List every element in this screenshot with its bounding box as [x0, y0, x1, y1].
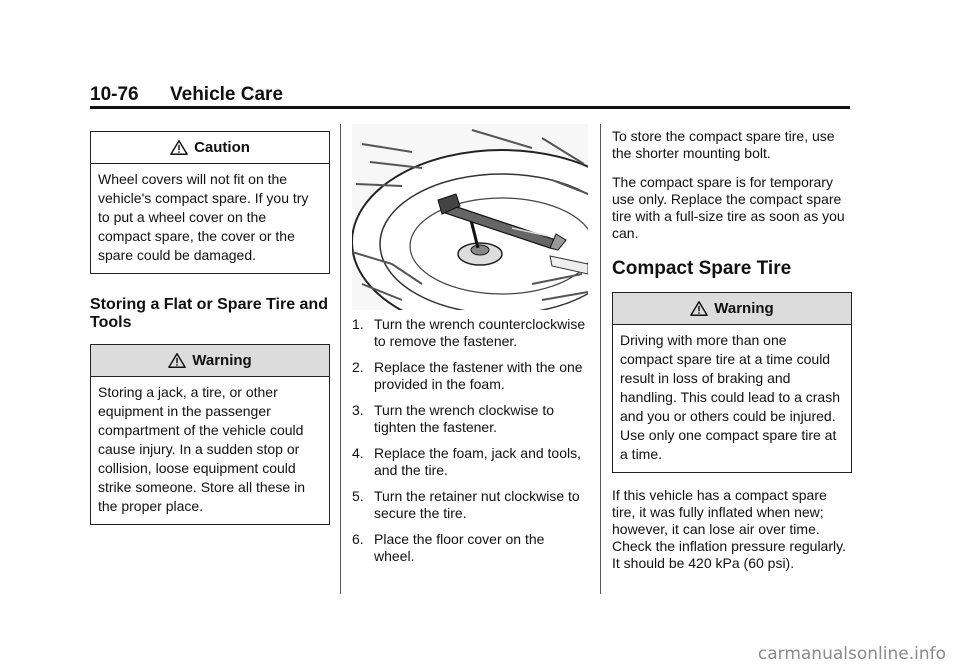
store-spare-paragraph: To store the compact spare tire, use the shorter mounting bolt. — [612, 128, 835, 161]
steps-list — [352, 316, 588, 565]
temporary-use-paragraph: The compact spare is for temporary use only. Replace the compact spare tire with a full-size tire as soon as you can. — [612, 174, 845, 241]
inflation-paragraph: If this vehicle has a compact spare tire, it was fully inflated when new; however, it can lose air over time. Check the inflation pressure regularly. It should be 420 kPa (60 psi). — [612, 487, 846, 571]
compact-warning-header — [613, 293, 851, 325]
alert-triangle-icon — [690, 300, 708, 317]
page-header — [90, 84, 850, 108]
alert-triangle-icon — [168, 352, 186, 369]
step-item: 4. Replace the foam, jack and tools, and the tire. — [352, 445, 582, 478]
step-item: 2. Replace the fastener with the one provided in the foam. — [352, 359, 583, 392]
storing-warning-header — [91, 345, 329, 377]
caution-header — [91, 132, 329, 164]
compact-warning-title: Warning — [714, 300, 774, 317]
page-number: 10-76 — [90, 84, 139, 105]
caution-title: Caution — [194, 139, 250, 156]
caution-box — [90, 131, 330, 274]
header-rule — [90, 106, 850, 109]
spare-tire-illustration — [352, 124, 588, 310]
storing-warning-box — [90, 344, 330, 525]
column-divider-2 — [600, 124, 601, 594]
compact-warning-box — [612, 292, 852, 473]
alert-triangle-icon — [170, 139, 188, 156]
section-title: Vehicle Care — [170, 84, 284, 105]
step-item: 5. Turn the retainer nut clockwise to secure the tire. — [352, 488, 580, 521]
footer-watermark[interactable]: carmanualsonline.info — [757, 644, 946, 664]
storing-warning-body: Storing a jack, a tire, or other equipment in the passenger compartment of the vehicle could cause injury. In a sudden stop or collision, loose equipment could strike someone. Store all these in the proper place. — [98, 384, 305, 514]
step-item: 6. Place the floor cover on the wheel. — [352, 531, 545, 564]
caution-body: Wheel covers will not fit on the vehicle's compact spare. If you try to put a wheel cover on the compact spare, the cover or the spare could be damaged. — [98, 171, 309, 263]
spare-tire-wrench-image — [352, 124, 588, 310]
step-item: 3. Turn the wrench clockwise to tighten the fastener. — [352, 402, 554, 435]
right-column — [612, 128, 852, 572]
storing-warning-title: Warning — [192, 352, 252, 369]
left-column — [90, 124, 330, 525]
storing-heading: Storing a Flat or Spare Tire and Tools — [90, 296, 328, 331]
middle-column — [352, 124, 588, 574]
compact-warning-body: Driving with more than one compact spare tire at a time could result in loss of braking and handling. This could lead to a crash and you or others could be injured. Use only one compact spare tire at a time. — [620, 332, 840, 462]
step-item: 1. Turn the wrench counterclockwise to remove the fastener. — [352, 316, 586, 349]
column-divider-1 — [340, 124, 341, 594]
compact-spare-heading: Compact Spare Tire — [612, 258, 792, 279]
